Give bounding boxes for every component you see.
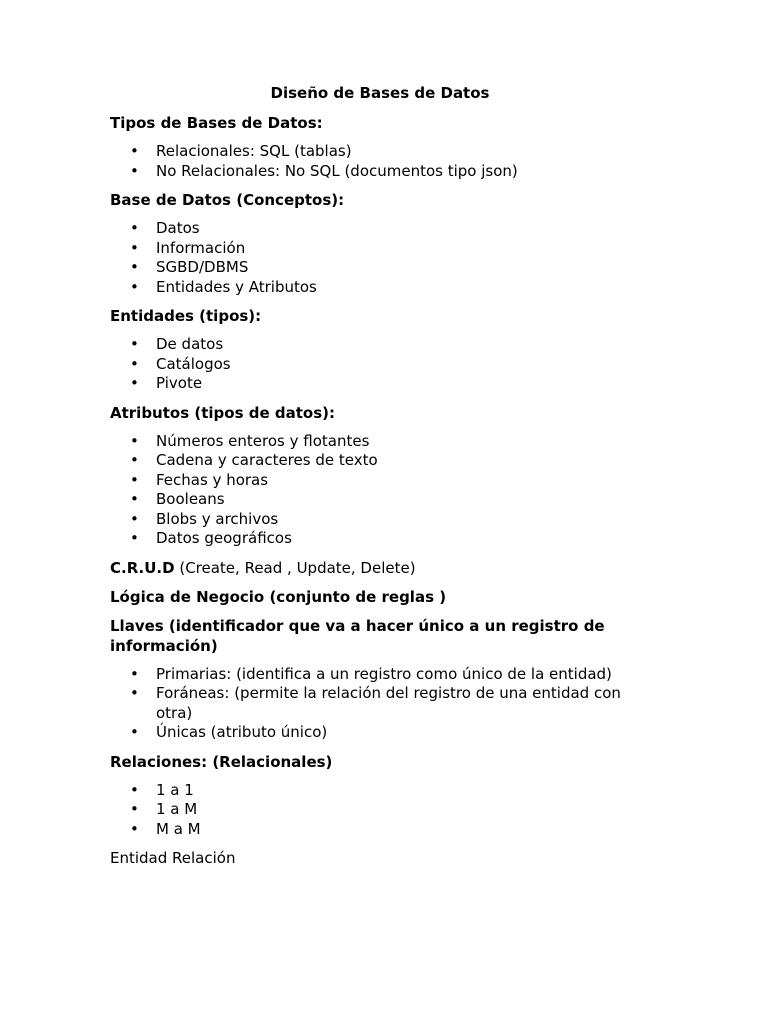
- bullet-icon: •: [130, 529, 139, 547]
- list-tipos-bd: [110, 142, 650, 181]
- crud-description: (Create, Read , Update, Delete): [174, 558, 416, 577]
- list-atributos: [110, 432, 650, 549]
- list-item: • Pivote: [130, 374, 203, 392]
- list-item: • Catálogos: [130, 354, 231, 373]
- bullet-icon: •: [130, 258, 139, 276]
- bullet-icon: •: [130, 509, 139, 528]
- list-item: • Relacionales: SQL (tablas): [130, 142, 352, 160]
- bullet-icon: •: [130, 238, 139, 257]
- list-item: • Blobs y archivos: [130, 509, 279, 528]
- list-entidades: [110, 335, 650, 394]
- document-title: Diseño de Bases de Datos: [270, 84, 490, 102]
- list-item: • M a M: [130, 819, 201, 838]
- bullet-icon: •: [130, 219, 139, 237]
- bullet-icon: •: [130, 335, 139, 353]
- section-heading-llaves: Llaves (identificador que va a hacer único a un registro de información): [110, 616, 605, 655]
- list-relaciones: [110, 781, 650, 840]
- list-item: • No Relacionales: No SQL (documentos tipo json): [130, 161, 518, 180]
- list-item: • Entidades y Atributos: [130, 277, 317, 296]
- list-item: • 1 a M: [130, 800, 198, 818]
- crud-paragraph: [110, 558, 650, 578]
- section-heading-relaciones: Relaciones: (Relacionales): [110, 752, 333, 771]
- bullet-icon: •: [130, 161, 139, 180]
- bullet-icon: •: [130, 490, 139, 508]
- crud-label: C.R.U.D: [110, 558, 175, 577]
- bullet-icon: •: [130, 684, 139, 702]
- bullet-icon: •: [130, 819, 139, 838]
- list-item: • Únicas (atributo único): [130, 723, 328, 741]
- section-heading-logica: Lógica de Negocio (conjunto de reglas ): [110, 587, 447, 606]
- list-item: • Cadena y caracteres de texto: [130, 451, 378, 469]
- section-heading-entidades: Entidades (tipos):: [110, 307, 262, 325]
- section-heading-tipos-bd: Tipos de Bases de Datos:: [110, 114, 323, 132]
- bullet-icon: •: [130, 664, 139, 683]
- bullet-icon: •: [130, 800, 139, 818]
- bullet-icon: •: [130, 451, 139, 469]
- bullet-icon: •: [130, 277, 139, 296]
- bullet-icon: •: [130, 354, 139, 373]
- section-heading-atributos: Atributos (tipos de datos):: [110, 403, 335, 422]
- list-item: • Datos geográficos: [130, 529, 292, 547]
- list-item: • Fechas y horas: [130, 470, 269, 489]
- list-item: • SGBD/DBMS: [130, 258, 249, 276]
- list-item: • Foráneas: (permite la relación del registro de una entidad con otra): [130, 684, 621, 722]
- section-heading-conceptos: Base de Datos (Conceptos):: [110, 191, 345, 209]
- list-item: • 1 a 1: [130, 780, 194, 799]
- bullet-icon: •: [130, 723, 139, 741]
- list-item: • Primarias: (identifica a un registro como único de la entidad): [130, 664, 612, 683]
- list-conceptos: [110, 219, 650, 297]
- list-item: • Datos: [130, 219, 200, 237]
- list-llaves: [110, 665, 650, 743]
- bullet-icon: •: [130, 470, 139, 489]
- list-item: • Información: [130, 238, 246, 257]
- list-item: • De datos: [130, 335, 224, 353]
- bullet-icon: •: [130, 780, 139, 799]
- document-page: [110, 83, 650, 877]
- bullet-icon: •: [130, 142, 139, 160]
- list-item: • Booleans: [130, 490, 225, 508]
- entidad-relacion-text: Entidad Relación: [110, 849, 236, 867]
- bullet-icon: •: [130, 374, 139, 392]
- list-item: • Números enteros y flotantes: [130, 431, 370, 450]
- bullet-icon: •: [130, 431, 139, 450]
